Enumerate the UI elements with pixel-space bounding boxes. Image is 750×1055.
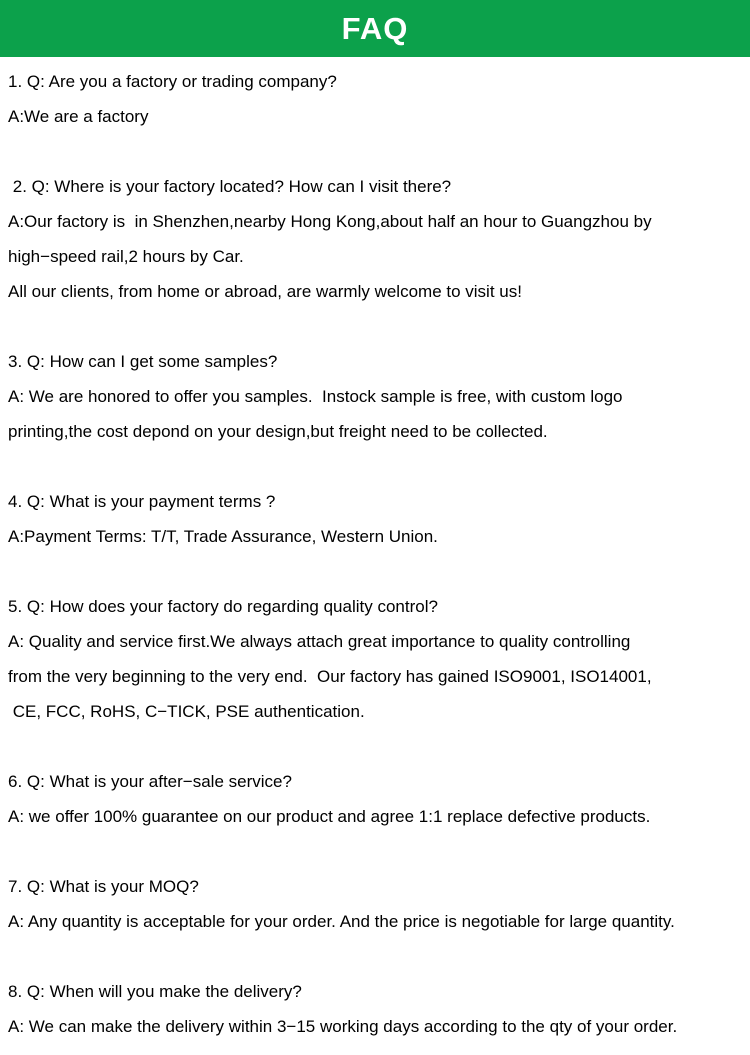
faq-question: 6. Q: What is your after−sale service?	[8, 772, 292, 791]
faq-answer-line: A: We are honored to offer you samples. Instock sample is free, with custom logo	[8, 387, 623, 406]
faq-item	[8, 344, 742, 449]
faq-question: 8. Q: When will you make the delivery?	[8, 982, 302, 1001]
faq-answer-line: A:Our factory is in Shenzhen,nearby Hong Kong,about half an hour to Guangzhou by	[8, 212, 652, 231]
faq-question: 4. Q: What is your payment terms ?	[8, 492, 276, 511]
page-title: FAQ	[341, 11, 409, 46]
faq-banner	[0, 0, 750, 57]
faq-item	[8, 169, 742, 309]
faq-answer-line: A: Any quantity is acceptable for your order. And the price is negotiable for large quantity.	[8, 912, 675, 931]
faq-item	[8, 974, 742, 1044]
faq-item	[8, 869, 742, 939]
faq-answer-line: A: we offer 100% guarantee on our product and agree 1:1 replace defective products.	[8, 807, 651, 826]
faq-item	[8, 64, 742, 134]
faq-answer-line: high−speed rail,2 hours by Car.	[8, 247, 244, 266]
faq-answer-line: printing,the cost depond on your design,but freight need to be collected.	[8, 422, 548, 441]
faq-item	[8, 764, 742, 834]
faq-answer-line: from the very beginning to the very end. Our factory has gained ISO9001, ISO14001,	[8, 667, 652, 686]
faq-item	[8, 484, 742, 554]
faq-content	[0, 57, 750, 1044]
faq-answer-line: All our clients, from home or abroad, are warmly welcome to visit us!	[8, 282, 522, 301]
faq-answer-line: CE, FCC, RoHS, C−TICK, PSE authentication.	[8, 702, 365, 721]
faq-question: 5. Q: How does your factory do regarding quality control?	[8, 597, 438, 616]
faq-answer-line: A:We are a factory	[8, 107, 149, 126]
faq-question: 7. Q: What is your MOQ?	[8, 877, 199, 896]
faq-answer-line: A: We can make the delivery within 3−15 working days according to the qty of your order.	[8, 1017, 678, 1036]
faq-question: 1. Q: Are you a factory or trading company?	[8, 72, 337, 91]
faq-answer-line: A: Quality and service first.We always attach great importance to quality controlling	[8, 632, 631, 651]
faq-question: 3. Q: How can I get some samples?	[8, 352, 278, 371]
faq-question: 2. Q: Where is your factory located? How can I visit there?	[8, 177, 452, 196]
faq-answer-line: A:Payment Terms: T/T, Trade Assurance, Western Union.	[8, 527, 438, 546]
faq-item	[8, 589, 742, 729]
